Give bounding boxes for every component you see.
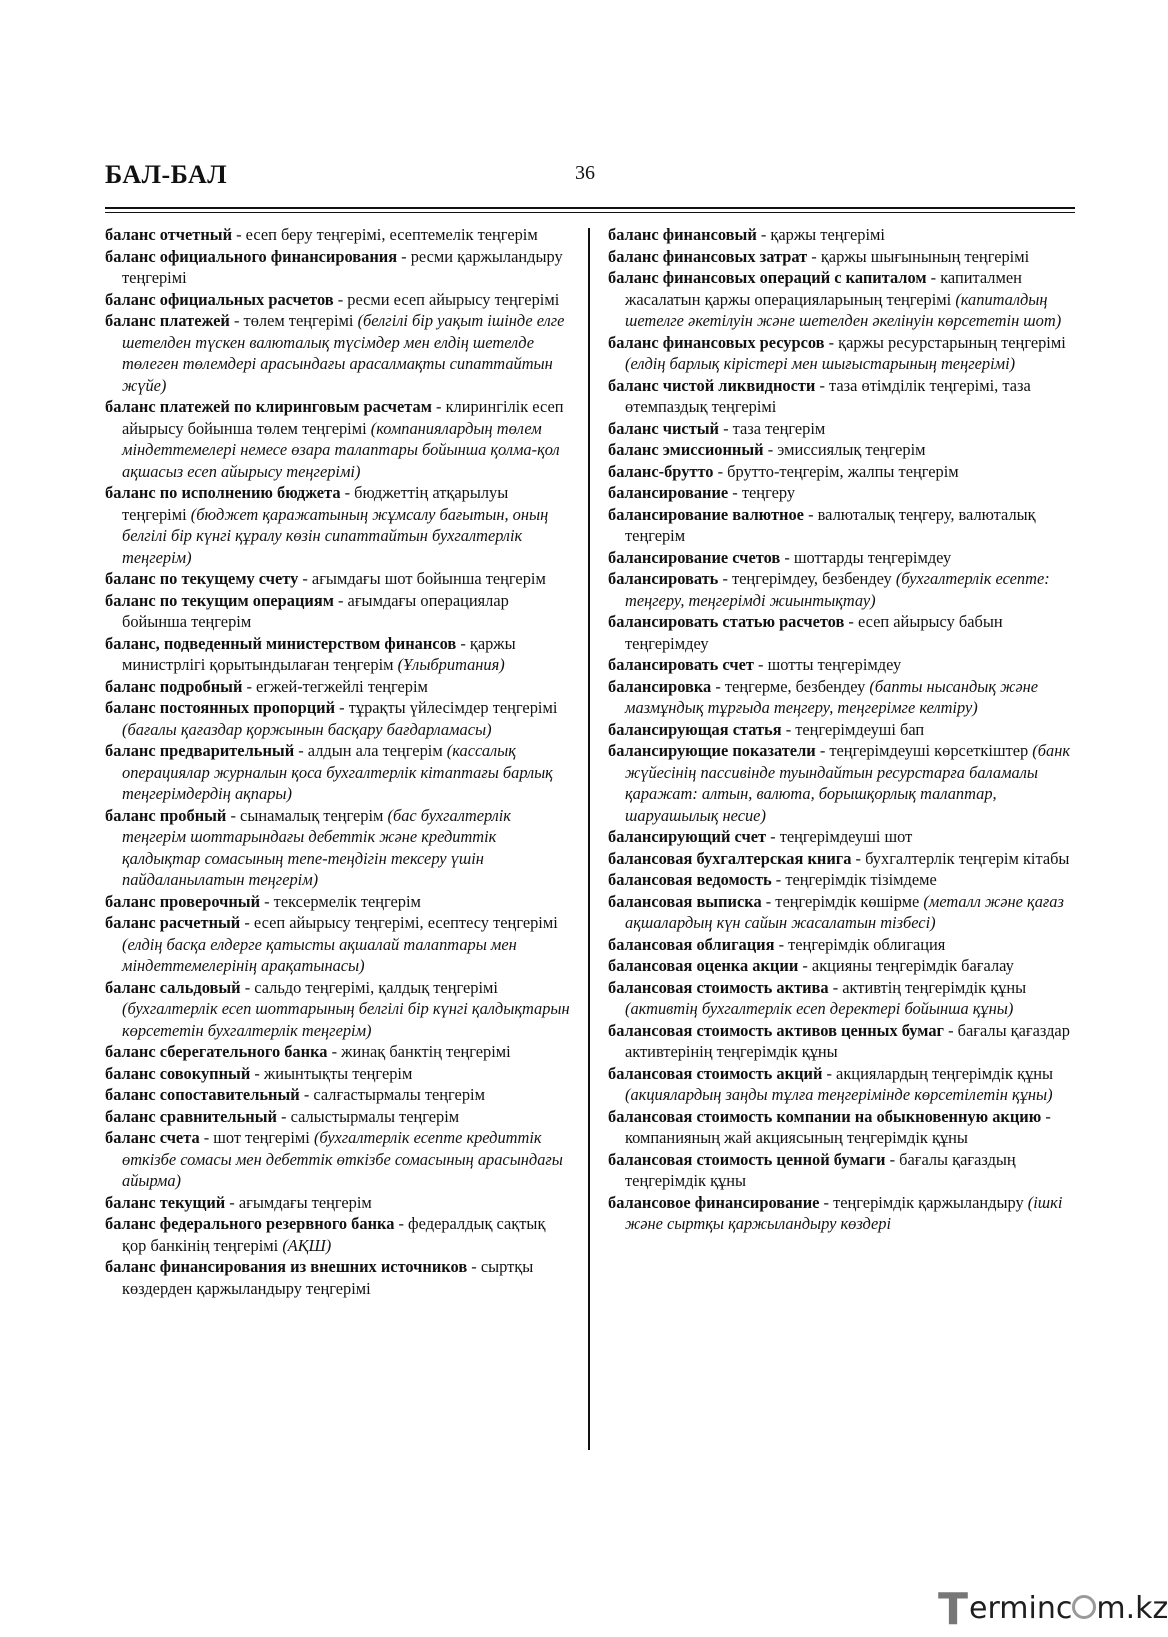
entry-note: (бапты нысандық және мазмұндық тұрғыда теңгеру, теңгерімге келтіру)	[625, 676, 1039, 717]
entry-term: баланс финансовый	[608, 225, 757, 244]
dictionary-entry	[608, 848, 1074, 870]
entry-term: балансирующая статья	[608, 719, 782, 739]
entry-note: (АҚШ)	[282, 1235, 332, 1255]
dictionary-entry	[608, 246, 1074, 268]
header-rule-thin	[105, 212, 1075, 213]
dictionary-entry	[608, 547, 1074, 569]
entry-definition: - тексермелік теңгерім	[260, 891, 421, 911]
entry-definition: - қаржы министрлігі қорытындылаған теңгерім	[122, 633, 516, 674]
entry-term: баланс счета	[105, 1128, 200, 1147]
entry-term: баланс-брутто	[608, 461, 714, 481]
entry-term: баланс по текущему счету	[105, 569, 299, 588]
dictionary-entry	[608, 461, 1074, 483]
entry-term: баланс сопоставительный	[105, 1085, 300, 1104]
dictionary-entry	[105, 246, 570, 289]
entry-term: балансовая выписка	[608, 891, 762, 911]
dictionary-entry	[105, 740, 570, 805]
dictionary-entry	[608, 955, 1074, 977]
dictionary-entry	[105, 1106, 570, 1128]
entry-definition: - бюджеттің атқарылуы теңгерімі	[122, 483, 509, 524]
entry-term: балансовая стоимость акций	[608, 1063, 823, 1083]
entry-definition: - есеп беру теңгерімі, есептемелік теңгерім	[232, 225, 538, 244]
entry-definition: - бухгалтерлік теңгерім кітабы	[851, 848, 1070, 868]
entry-definition: - есеп айырысу бабын теңгерімдеу	[625, 612, 1003, 653]
entry-note: (акциялардың заңды тұлға теңгерімінде көрсетілетін құны)	[625, 1085, 1053, 1104]
entry-definition: - теңгеру	[728, 483, 796, 502]
logo-t: T	[938, 1584, 969, 1635]
entry-term: баланс сальдовый	[105, 977, 241, 997]
dictionary-entry	[105, 289, 570, 311]
entry-definition: - төлем теңгерімі	[229, 311, 358, 330]
termincom-logo	[938, 1578, 1168, 1635]
entry-definition: - теңгерімдеуші көрсеткіштер	[815, 741, 1033, 760]
entry-definition: - теңгерімдік көшірме	[761, 891, 924, 911]
entry-definition: - жиынтықты теңгерім	[250, 1063, 413, 1083]
entry-definition: - ресми қаржыландыру теңгерімі	[122, 246, 563, 287]
dictionary-entry	[105, 1041, 570, 1063]
dictionary-entry	[105, 912, 570, 977]
entry-term: балансовая стоимость актива	[608, 977, 829, 997]
entry-term: балансировать статью расчетов	[608, 612, 845, 631]
dictionary-entry	[608, 1063, 1074, 1106]
entry-term: баланс по исполнению бюджета	[105, 483, 341, 502]
page-number: 36	[575, 162, 595, 184]
dictionary-entry	[105, 224, 570, 246]
entry-term: баланс сравнительный	[105, 1106, 277, 1126]
entry-term: баланс, подведенный министерством финансов	[105, 633, 457, 653]
entry-term: балансовая бухгалтерская книга	[608, 848, 852, 868]
entry-definition: - салғастырмалы теңгерім	[299, 1085, 485, 1104]
entry-term: балансовая ведомость	[608, 870, 772, 889]
entry-definition: - теңгерімдеуші бап	[781, 719, 925, 739]
running-head: БАЛ-БАЛ	[105, 160, 228, 189]
entry-definition: - салыстырмалы теңгерім	[276, 1106, 460, 1126]
entry-term: баланс текущий	[105, 1192, 226, 1212]
dictionary-entry	[105, 633, 570, 676]
page-header	[105, 160, 1075, 210]
entry-term: баланс подробный	[105, 676, 243, 696]
dictionary-entry	[608, 332, 1074, 375]
entry-term: баланс финансовых затрат	[608, 246, 808, 266]
entry-note: (бағалы қағаздар қоржынын басқару бағдарламасы)	[122, 719, 492, 739]
entry-definition: - алдын ала теңгерім	[294, 741, 447, 760]
dictionary-entry	[608, 1149, 1074, 1192]
dictionary-entry	[608, 740, 1074, 826]
entry-note: (кассалық операциялар журналын қоса бухгалтерлік кітаптағы барлық теңгерімдердің ақпары)	[122, 741, 553, 803]
entry-term: баланс проверочный	[105, 891, 261, 911]
entry-definition: - эмиссиялық теңгерім	[763, 440, 926, 459]
entry-definition: - ағымдағы теңгерім	[225, 1192, 372, 1212]
entry-definition: - есеп айырысу теңгерімі, есептесу теңгерімі	[240, 913, 558, 932]
entry-term: баланс финансирования из внешних источников	[105, 1257, 468, 1276]
entry-note: (бухгалтерлік есеп шоттарының белгілі бір күнгі қалдықтарын көрсететін бухгалтерлік теңгерім)	[122, 999, 570, 1040]
entry-definition: - теңгерімдік тізімдеме	[771, 870, 937, 889]
entry-term: баланс эмиссионный	[608, 440, 764, 459]
entry-term: баланс отчетный	[105, 225, 233, 244]
entry-definition: - акциялардың теңгерімдік құны	[822, 1063, 1054, 1083]
entry-definition: - қаржы шығынының теңгерімі	[807, 246, 1030, 266]
column-divider	[588, 228, 590, 1450]
dictionary-entry	[105, 805, 570, 891]
dictionary-entry	[105, 1192, 570, 1214]
entry-definition: - теңгерме, безбендеу	[711, 676, 870, 696]
dictionary-entry	[105, 676, 570, 698]
entry-term: баланс официальных расчетов	[105, 289, 334, 309]
entry-note: (капиталдың шетелге әкетілуін және шетелден әкелінуін көрсететін шот)	[625, 289, 1062, 330]
entry-definition: - клирингілік есеп айырысу бойынша төлем теңгерімі	[122, 397, 564, 438]
entry-definition: - бағалы қағаздың теңгерімдік құны	[625, 1149, 1016, 1190]
dictionary-entry	[608, 267, 1074, 332]
entry-term: баланс официального финансирования	[105, 246, 398, 266]
entry-definition: - федералдық сақтық қор банкінің теңгерімі	[122, 1214, 546, 1255]
entry-note: (бюджет қаражатының жұмсалу бағытын, оның белгілі бір күнгі құралу көзін сипаттайтын бухгалтерлік теңгерім)	[122, 504, 549, 567]
dictionary-entry	[105, 482, 570, 568]
entry-term: балансирующие показатели	[608, 741, 816, 760]
entry-term: балансирование счетов	[608, 547, 781, 567]
dictionary-entry	[608, 654, 1074, 676]
entry-term: баланс предварительный	[105, 741, 295, 760]
entry-term: баланс платежей	[105, 311, 230, 330]
entry-definition: - шоттарды теңгерімдеу	[780, 547, 952, 567]
entry-term: балансовая стоимость ценной бумаги	[608, 1149, 886, 1169]
entry-definition: - тұрақты үйлесімдер теңгерімі	[335, 698, 558, 717]
entry-definition: - таза өтімділік теңгерімі, таза өтемпаздық теңгерімі	[625, 375, 1031, 416]
logo-text-2: m.kz	[1096, 1591, 1168, 1626]
entry-definition: - шотты теңгерімдеу	[753, 655, 902, 674]
entry-term: баланс чистой ликвидности	[608, 375, 816, 395]
entry-definition: - егжей-тегжейлі теңгерім	[242, 676, 428, 696]
entry-definition: - теңгерімдеуші шот	[766, 827, 913, 846]
dictionary-entry	[608, 1192, 1074, 1235]
dictionary-entry	[608, 826, 1074, 848]
dictionary-entry	[105, 1256, 570, 1299]
dictionary-entry	[608, 719, 1074, 741]
dictionary-entry	[608, 482, 1074, 504]
dictionary-entry	[105, 568, 570, 590]
entry-term: баланс финансовых ресурсов	[608, 332, 825, 352]
dictionary-entry	[105, 396, 570, 482]
dictionary-entry	[608, 418, 1074, 440]
entry-definition: - сальдо теңгерімі, қалдық теңгерімі	[240, 977, 498, 997]
entry-note: (елдің барлық кірістері мен шығыстарының теңгерімі)	[625, 354, 1016, 373]
dictionary-entry	[105, 1063, 570, 1085]
entry-definition: - шот теңгерімі	[199, 1128, 314, 1147]
entry-term: балансирование	[608, 483, 729, 502]
dictionary-entry	[608, 439, 1074, 461]
entry-definition: - активтің теңгерімдік құны	[828, 977, 1027, 997]
dictionary-entry	[105, 891, 570, 913]
entry-note: (бухгалтерлік есепте кредиттік өткізбе сомасы мен дебеттік өткізбе сомасының арасындағы айырма)	[122, 1128, 563, 1190]
entry-definition: - теңгерімдік облигация	[774, 934, 946, 954]
entry-term: баланс платежей по клиринговым расчетам	[105, 397, 432, 416]
entry-definition: - акцияны теңгерімдік бағалау	[798, 956, 1014, 975]
entry-definition: - капиталмен жасалатын қаржы операцияларының теңгерімі	[625, 268, 1022, 309]
entry-term: балансирующий счет	[608, 827, 767, 846]
entry-term: балансовое финансирование	[608, 1192, 820, 1212]
entry-term: баланс финансовых операций с капиталом	[608, 268, 927, 287]
entry-note: (бухгалтерлік есепте: теңгеру, теңгерімді жиынтықтау)	[625, 569, 1050, 610]
entry-note: (ішкі және сыртқы қаржыландыру көздері	[625, 1192, 1063, 1233]
dictionary-entry	[608, 676, 1074, 719]
dictionary-entry	[105, 1127, 570, 1192]
entry-definition: - қаржы теңгерімі	[756, 225, 885, 244]
logo-o-icon	[1072, 1595, 1096, 1619]
entry-definition: - компанияның жай акциясының теңгерімдік құны	[625, 1106, 1051, 1147]
entry-term: баланс постоянных пропорций	[105, 698, 336, 717]
dictionary-entry	[608, 504, 1074, 547]
entry-term: балансовая оценка акции	[608, 956, 799, 975]
entry-term: баланс расчетный	[105, 913, 241, 932]
entry-definition: - жинақ банктің теңгерімі	[327, 1042, 511, 1061]
left-column	[105, 224, 570, 1299]
entry-note: (белгілі бір уақыт ішінде елге шетелден түскен валюталық түсімдер мен елдің шетелде төлеген төлемдері арасындағы арасалмақты сипаттайтын жүйе)	[122, 311, 565, 395]
entry-definition: - ағымдағы операциялар бойынша теңгерім	[122, 590, 509, 631]
entry-definition: - теңгерімдік қаржыландыру	[819, 1192, 1028, 1212]
entry-note: (бас бухгалтерлік теңгерім шоттарындағы дебеттік және кредиттік қалдықтар сомасының тепе-теңдігін тексеру үшін пайдаланылатын теңгерім)	[122, 805, 511, 889]
dictionary-entry	[608, 1020, 1074, 1063]
dictionary-entry	[105, 977, 570, 1042]
entry-term: балансовая облигация	[608, 934, 775, 954]
dictionary-entry	[608, 224, 1074, 246]
right-column	[608, 224, 1074, 1235]
entry-note: (металл және қағаз ақшалардың күн сайын жасалатын тізбесі)	[625, 891, 1064, 932]
entry-term: балансировать счет	[608, 655, 754, 674]
entry-definition: - бағалы қағаздар активтерінің теңгерімдік құны	[625, 1020, 1070, 1061]
entry-term: балансировка	[608, 676, 712, 696]
entry-definition: - қаржы ресурстарының теңгерімі	[824, 332, 1066, 352]
entry-term: балансовая стоимость активов ценных бумаг	[608, 1020, 944, 1040]
entry-definition: - брутто-теңгерім, жалпы теңгерім	[713, 461, 959, 481]
entry-note: (активтің бухгалтерлік есеп деректері бойынша құны)	[625, 999, 1014, 1018]
entry-definition: - ресми есеп айырысу теңгерімі	[333, 289, 560, 309]
entry-term: балансировать	[608, 569, 719, 588]
entry-term: балансовая стоимость компании на обыкновенную акцию	[608, 1106, 1042, 1126]
entry-term: баланс сберегательного банка	[105, 1042, 328, 1061]
dictionary-entry	[608, 375, 1074, 418]
entry-note: (Ұлыбритания)	[397, 655, 505, 674]
entry-definition: - сыртқы көздерден қаржыландыру теңгерімі	[122, 1257, 534, 1298]
dictionary-entry	[608, 891, 1074, 934]
dictionary-entry	[105, 310, 570, 396]
dictionary-entry	[608, 977, 1074, 1020]
entry-term: баланс совокупный	[105, 1063, 251, 1083]
dictionary-entry	[608, 568, 1074, 611]
dictionary-entry	[608, 611, 1074, 654]
dictionary-entry	[608, 869, 1074, 891]
entry-note: (банк жүйесінің пассивінде туындайтын ресурстарға баламалы қаражат: алтын, валюта, борышқорлық талаптар, шаруашылық несие)	[625, 741, 1070, 825]
entry-definition: - валюталық теңгеру, валюталық теңгерім	[625, 504, 1036, 545]
header-rule-thick	[105, 207, 1075, 209]
logo-text-1: erminc	[969, 1591, 1073, 1626]
dictionary-entry	[608, 934, 1074, 956]
entry-definition: - ағымдағы шот бойынша теңгерім	[298, 569, 546, 588]
dictionary-entry	[105, 697, 570, 740]
entry-term: баланс пробный	[105, 805, 227, 825]
dictionary-entry	[105, 1084, 570, 1106]
entry-definition: - теңгерімдеу, безбендеу	[718, 569, 896, 588]
dictionary-entry	[105, 1213, 570, 1256]
entry-note: (компаниялардың төлем міндеттемелері немесе өзара талаптары бойынша қолма-қол ақшасыз есеп айырысу теңгерімі)	[122, 418, 560, 481]
entry-term: баланс по текущим операциям	[105, 590, 334, 610]
entry-term: баланс чистый	[608, 418, 719, 438]
entry-term: балансирование валютное	[608, 504, 804, 524]
entry-note: (елдің басқа елдерге қатысты ақшалай талаптары мен міндеттемелерінің арақатынасы)	[122, 934, 517, 975]
entry-definition: - таза теңгерім	[719, 418, 826, 438]
dictionary-entry	[105, 590, 570, 633]
entry-definition: - сынамалық теңгерім	[226, 805, 388, 825]
entry-term: баланс федерального резервного банка	[105, 1214, 395, 1233]
dictionary-entry	[608, 1106, 1074, 1149]
